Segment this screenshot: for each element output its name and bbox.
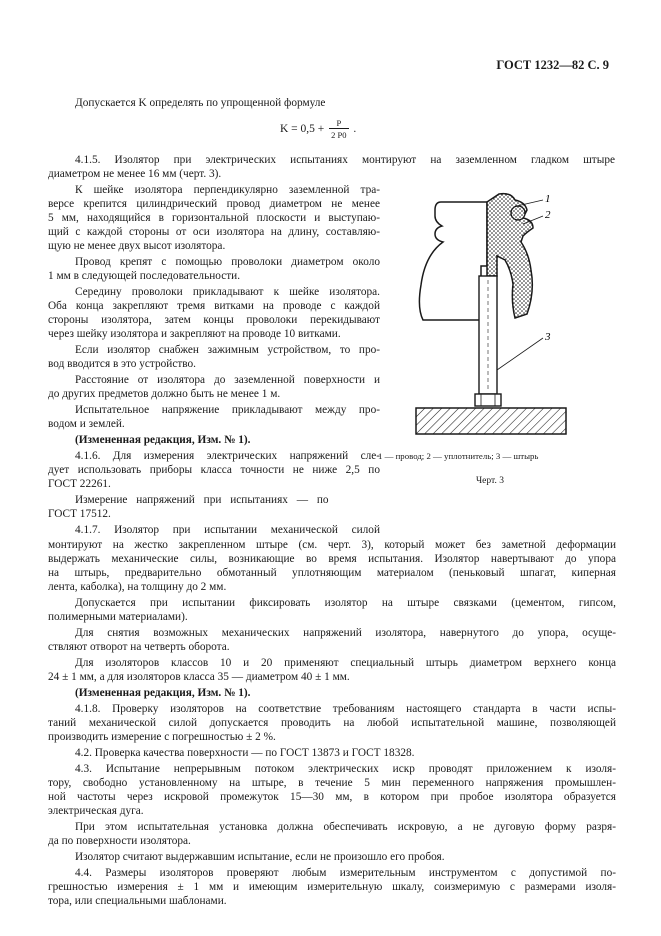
col-line: щий с каждой стороны от оси изолятора на длину, составляю- (48, 226, 380, 238)
col-line: версе крепится цилиндрический провод диаметром не менее (48, 198, 380, 210)
insulator-left-half (419, 202, 487, 320)
body-line: 4.1.8. Проверку изоляторов на соответствие требованиям настоящего стандарта в части испы- (75, 703, 616, 715)
intro-text: Допускается K определять по упрощенной формуле (75, 97, 326, 109)
col-line: Середину проволоки прикладывают к шейке изолятора. (75, 286, 380, 298)
fig-label-2: 2 (545, 209, 551, 221)
body-line: полимерными материалами). (48, 611, 188, 623)
pin-nut (475, 394, 501, 406)
col-line: ГОСТ 17512. (48, 508, 111, 520)
col-line: Испытательное напряжение прикладывают между про- (75, 404, 380, 416)
col-line: 4.1.7. Изолятор при испытании механической силой (75, 524, 380, 536)
col-line: 5 мм, находящийся в горизонтальной плоскости и выступаю- (48, 212, 380, 224)
ground-base (416, 408, 566, 434)
col-line: ГОСТ 22261. (48, 478, 111, 490)
body-line: да по поверхности изолятора. (48, 835, 191, 847)
body-line: выдержать механические силы, возникающие во время испытания. Изолятор навертывают до упора (48, 553, 616, 565)
p415-line: 4.1.5. Изолятор при электрических испытаниях монтируют на заземленном гладком штыре (75, 154, 615, 166)
formula (280, 118, 356, 148)
body-line: ной частоты через искровой промежуток 15—30 мм, в котором при пробое изолятора образуется (48, 791, 616, 803)
col-line: стороны изолятора, затем концы проволоки перекидывают (48, 314, 380, 326)
body-line: Изолятор считают выдержавшим испытание, если не произошло его пробоя. (75, 851, 445, 863)
body-line: 4.3. Испытание непрерывным потоком электрических искр проводят приложением к изоля- (75, 763, 616, 775)
body-line: Для снятия возможных механических напряжений изолятора, навернутого до упора, осуще- (75, 627, 616, 639)
col-line: до других предметов должно быть не менее 1 м. (48, 388, 281, 400)
body-line: лента, каболка), на толщину до 2 мм. (48, 581, 227, 593)
col-line: Оба конца закрепляют тремя витками на проводе с каждой (48, 300, 380, 312)
col-line: Расстояние от изолятора до заземленной поверхности и (75, 374, 380, 386)
col-line: дует использовать приборы класса точности не ниже 2,5 по (48, 464, 380, 476)
col-line: водом и землей. (48, 418, 125, 430)
col-line: Провод крепят с помощью проволоки диаметром около (75, 256, 380, 268)
col-line: К шейке изолятора перпендикулярно заземленной тра- (75, 184, 380, 196)
formula-end: . (353, 123, 357, 135)
body-line: 24 ± 1 мм, а для изоляторов класса 35 — диаметром 40 ± 1 мм. (48, 671, 350, 683)
body-line: ствляют отворот на четверть оборота. (48, 641, 230, 653)
figure-3 (415, 180, 625, 445)
body-line: Допускается при испытании фиксировать изолятор на штыре связками (цементом, гипсом, (75, 597, 616, 609)
formula-denominator: 2 P0 (331, 130, 347, 140)
body-line: Для изоляторов классов 10 и 20 применяют специальный штырь диаметром верхнего конца (75, 657, 616, 669)
pin (479, 276, 497, 394)
col-line: Если изолятор снабжен зажимным устройством, то про- (75, 344, 380, 356)
col-line: 4.1.6. Для измерения электрических напряжений сле- (75, 450, 380, 462)
col-line: через шейку изолятора и закрепляют на проводе 10 витками. (48, 328, 341, 340)
amendment-note: (Измененная редакция, Изм. № 1). (75, 687, 251, 699)
body-line: монтируют на жестко закрепленном штыре (см. черт. 3), который может без заметной деформации (48, 539, 616, 551)
col-line: щую не менее двух высот изолятора. (48, 240, 226, 252)
body-line: производить измерение с погрешностью ± 2 %. (48, 731, 276, 743)
body-line: При этом испытательная установка должна обеспечивать искровую, а не дуговую форму разря- (75, 821, 616, 833)
body-line: электрическая дуга. (48, 805, 144, 817)
formula-lhs: K = 0,5 + (280, 123, 325, 135)
p415-line: диаметром не менее 16 мм (черт. 3). (48, 168, 222, 180)
body-line: грешностью измерения ± 1 мм и имеющим измерительную шкалу, соизмеримую с размерами изоля- (48, 881, 616, 893)
figure-legend: 1 — провод; 2 — уплотнитель; 3 — штырь (378, 451, 539, 461)
col-line: вод вводится в это устройство. (48, 358, 196, 370)
fig-label-1: 1 (545, 193, 551, 205)
page-header: ГОСТ 1232—82 С. 9 (496, 58, 609, 72)
body-line: 4.2. Проверка качества поверхности — по ГОСТ 13873 и ГОСТ 18328. (75, 747, 415, 759)
fig-label-3: 3 (545, 331, 551, 343)
body-line: 4.4. Размеры изоляторов проверяют любым измерительным инструментом с допустимой по- (75, 867, 616, 879)
body-line: тору, свободно установленному на штыре, в течение 5 мин переменного напряжения промышлен- (48, 777, 616, 789)
col-line: Измерение напряжений при испытаниях — по (75, 494, 329, 506)
body-line: тора, или специальными шаблонами. (48, 895, 227, 907)
formula-numerator: P (329, 118, 348, 129)
body-line: на штырь, предварительно обмотанный уплотняющим материалом (пеньковый шпагат, киперная (48, 567, 616, 579)
wire-section (511, 206, 525, 220)
body-line: таний механической силой допускается проводить на любой испытательной машине, позволяющей (48, 717, 616, 729)
amendment-note: (Измененная редакция, Изм. № 1). (75, 434, 251, 446)
formula-fraction (329, 118, 348, 140)
col-line: 1 мм в следующей последовательности. (48, 270, 241, 282)
figure-title: Черт. 3 (476, 476, 504, 486)
